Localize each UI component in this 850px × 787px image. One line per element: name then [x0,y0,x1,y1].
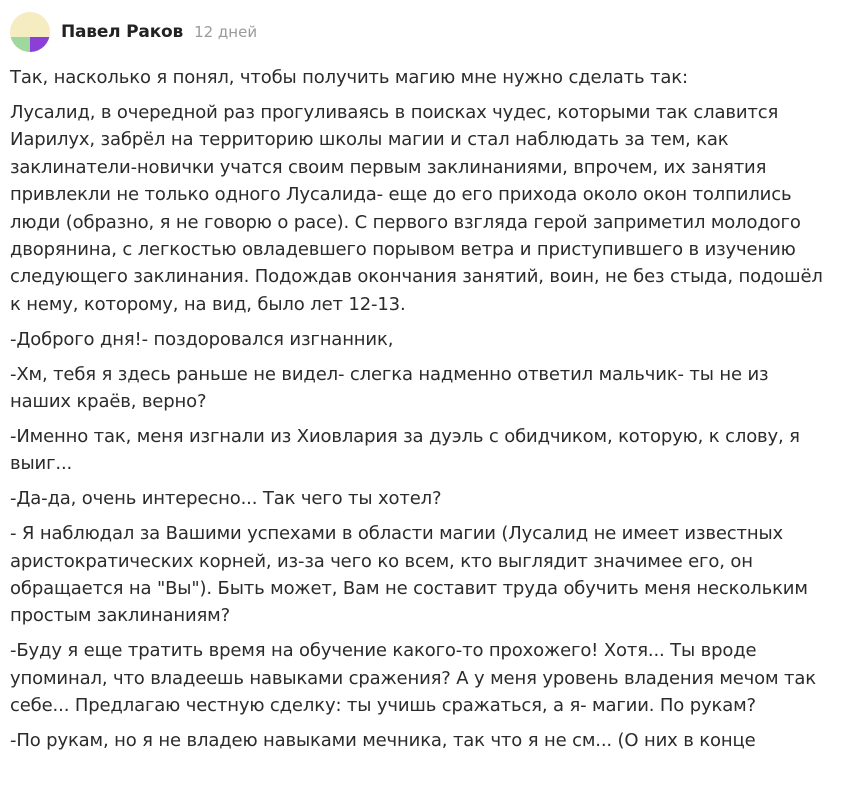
comment-paragraph: Лусалид, в очередной раз прогуливаясь в поисках чудес, которыми так славится Иарилух, забрёл на территорию школы магии и стал наблюдать за тем, как заклинатели-новички учатся своим первым заклинаниями, впрочем, их занятия привлекли не только одного Лусалида- еще до его прихода около окон толпились люди (образно, я не говорю о расе). С первого взгляда герой заприметил молодого дворянина, с легкостью овладевшего порывом ветра и приступившего в изучению следующего заклинания. Подождав окончания занятий, воин, не без стыда, подошёл к нему, которому, на вид, было лет 12-13. [10,101,823,315]
avatar-icon [10,12,50,52]
comment-paragraph: -Да-да, очень интересно... Так чего ты хотел? [10,488,442,510]
comment-header [10,12,257,52]
comment-time[interactable]: 12 дней [194,23,258,41]
comment-body [10,64,830,762]
comment-paragraph: -По рукам, но я не владею навыками мечника, так что я не см... (О них в конце [10,729,756,751]
comment-paragraph: -Именно так, меня изгнали из Хиовлария за дуэль с обидчиком, которую, к слову, я выиг... [10,425,800,475]
comment-paragraph: -Доброго дня!- поздоровался изгнанник, [10,328,394,350]
comment-paragraph: Так, насколько я понял, чтобы получить магию мне нужно сделать так: [10,67,688,88]
avatar[interactable] [10,12,50,52]
author-name[interactable]: Павел Раков [61,22,184,42]
comment-paragraph: -Буду я еще тратить время на обучение какого-то прохожего! Хотя... Ты вроде упоминал, что владеешь навыками сражения? А у меня уровень владения мечом так себе... Предлагаю честную сделку: ты учишь сражаться, а я- магии. По рукам? [10,640,816,717]
comment-paragraph: - Я наблюдал за Вашими успехами в области магии (Лусалид не имеет известных аристократических корней, из-за чего ко всем, кто выглядит значимее его, он обращается на "Вы"). Быть может, Вам не составит труда обучить меня нескольким простым заклинаниям? [10,523,808,627]
comment-paragraph: -Хм, тебя я здесь раньше не видел- слегка надменно ответил мальчик- ты не из наших краёв, верно? [10,363,769,412]
